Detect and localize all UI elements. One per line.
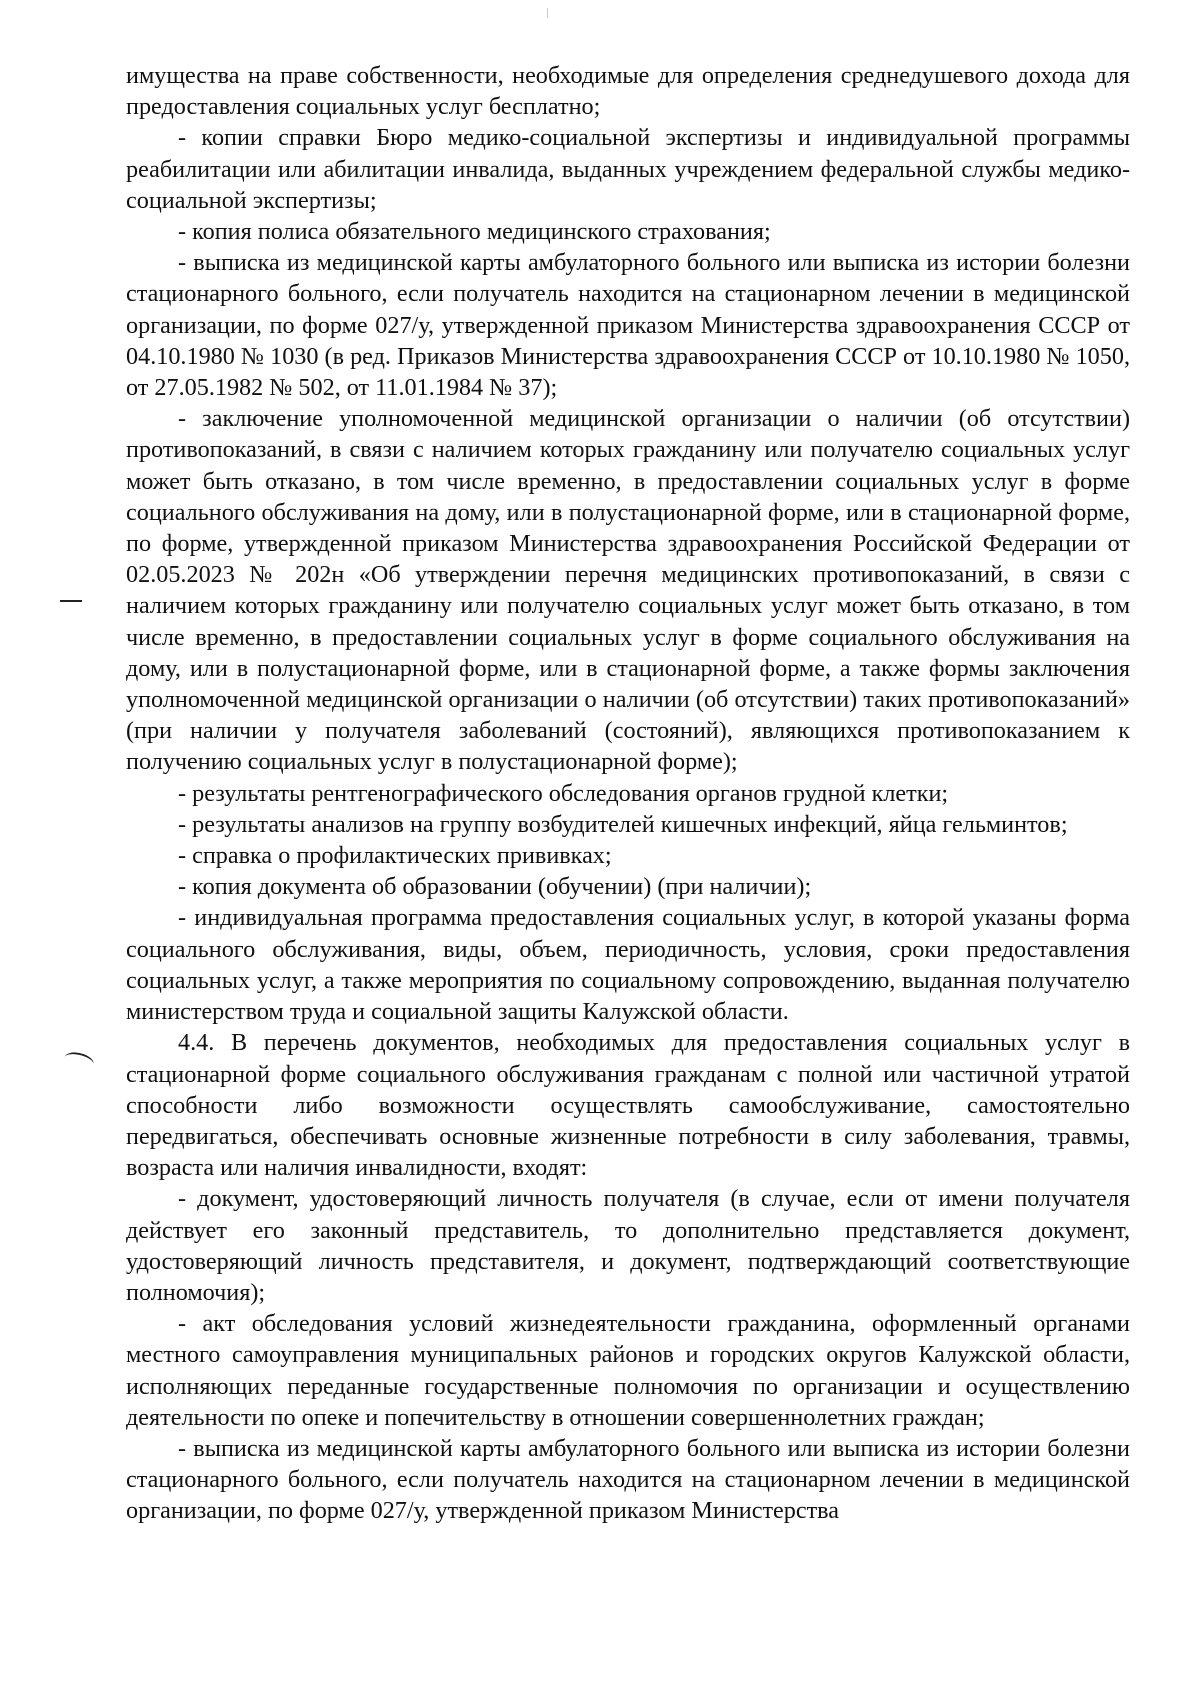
list-item: - результаты анализов на группу возбудителей кишечных инфекций, яйца гельминтов; — [178, 810, 1068, 838]
margin-dash-mark — [60, 600, 82, 602]
document-page — [126, 60, 1130, 1527]
list-item: - индивидуальная программа предоставления социальных услуг, в которой указаны форма социального обслуживания, виды, объем, периодичность, условия, сроки предоставления социальных услуг, а также мероприятия по социальному сопровождению, выданная получателю министерством труда и социальной защиты Калужской области. — [126, 904, 1130, 1026]
list-item: - выписка из медицинской карты амбулаторного больного или выписка из истории болезни стационарного больного, если получатель находится на стационарном лечении в медицинской организации, по форме 027/у, утвержденной приказом Министерства — [126, 1434, 1130, 1525]
list-item: - справка о профилактических прививках; — [178, 842, 612, 870]
list-item: - копии справки Бюро медико-социальной экспертизы и индивидуальной программы реабилитации или абилитации инвалида, выданных учреждением федеральной службы медико-социальной экспертизы; — [126, 124, 1130, 214]
section-4-4-paragraph: 4.4. В перечень документов, необходимых для предоставления социальных услуг в стационарной форме социального обслуживания гражданам с полной или частичной утратой способности либо возможности осуществлять самообслуживание, самостоятельно передвигаться, обеспечивать основные жизненные потребности в силу заболевания, травмы, возраста или наличия инвалидности, входят: — [126, 1029, 1130, 1182]
list-item: - документ, удостоверяющий личность получателя (в случае, если от имени получателя действует его законный представитель, то дополнительно представляется документ, удостоверяющий личность представителя, и документ, подтверждающий соответствующие полномочия); — [126, 1185, 1130, 1306]
margin-pen-mark — [63, 1050, 96, 1073]
list-item: - выписка из медицинской карты амбулаторного больного или выписка из истории болезни стационарного больного, если получатель находится на стационарном лечении в медицинской организации, по форме 027/у, утвержденной приказом Министерства здравоохранения СССР от 04.10.1980 № 1030 (в ред. Приказов Министерства здравоохранения СССР от 10.10.1980 № 1050, от 27.05.1982 № 502, от 11.01.1984 № 37); — [126, 249, 1130, 402]
list-item: - акт обследования условий жизнедеятельности гражданина, оформленный органами местного самоуправления муниципальных районов и городских округов Калужской области, исполняющих переданные государственные полномочия по организации и осуществлению деятельности по опеке и попечительству в отношении совершеннолетних граждан; — [126, 1310, 1130, 1431]
list-item: - результаты рентгенографического обследования органов грудной клетки; — [178, 779, 949, 807]
paragraph-1: имущества на праве собственности, необходимые для определения среднедушевого дохода для предоставления социальных услуг бесплатно; — [126, 62, 1130, 121]
list-item: - заключение уполномоченной медицинской организации о наличии (об отсутствии) противопоказаний, в связи с наличием которых гражданину или получателю социальных услуг может быть отказано, в том числе временно, в предоставлении социальных услуг в форме социального обслуживания на дому, или в полустационарной форме, или в стационарной форме, по форме, утвержденной приказом Министерства здравоохранения Российской Федерации от 02.05.2023 № 202н «Об утверждении перечня медицинских противопоказаний, в связи с наличием которых гражданину или получателю социальных услуг может быть отказано, в том числе временно, в предоставлении социальных услуг в форме социального обслуживания на дому, или в полустационарной форме, или в стационарной форме, а также формы заключения уполномоченной медицинской организации о наличии (об отсутствии) таких противопоказаний» (при наличии у получателя заболеваний (состояний), являющихся противопоказанием к получению социальных услуг в полустационарной форме); — [126, 405, 1130, 776]
list-item: - копия полиса обязательного медицинского страхования; — [178, 218, 771, 246]
scan-mark — [547, 8, 548, 18]
list-item: - копия документа об образовании (обучении) (при наличии); — [178, 873, 812, 901]
